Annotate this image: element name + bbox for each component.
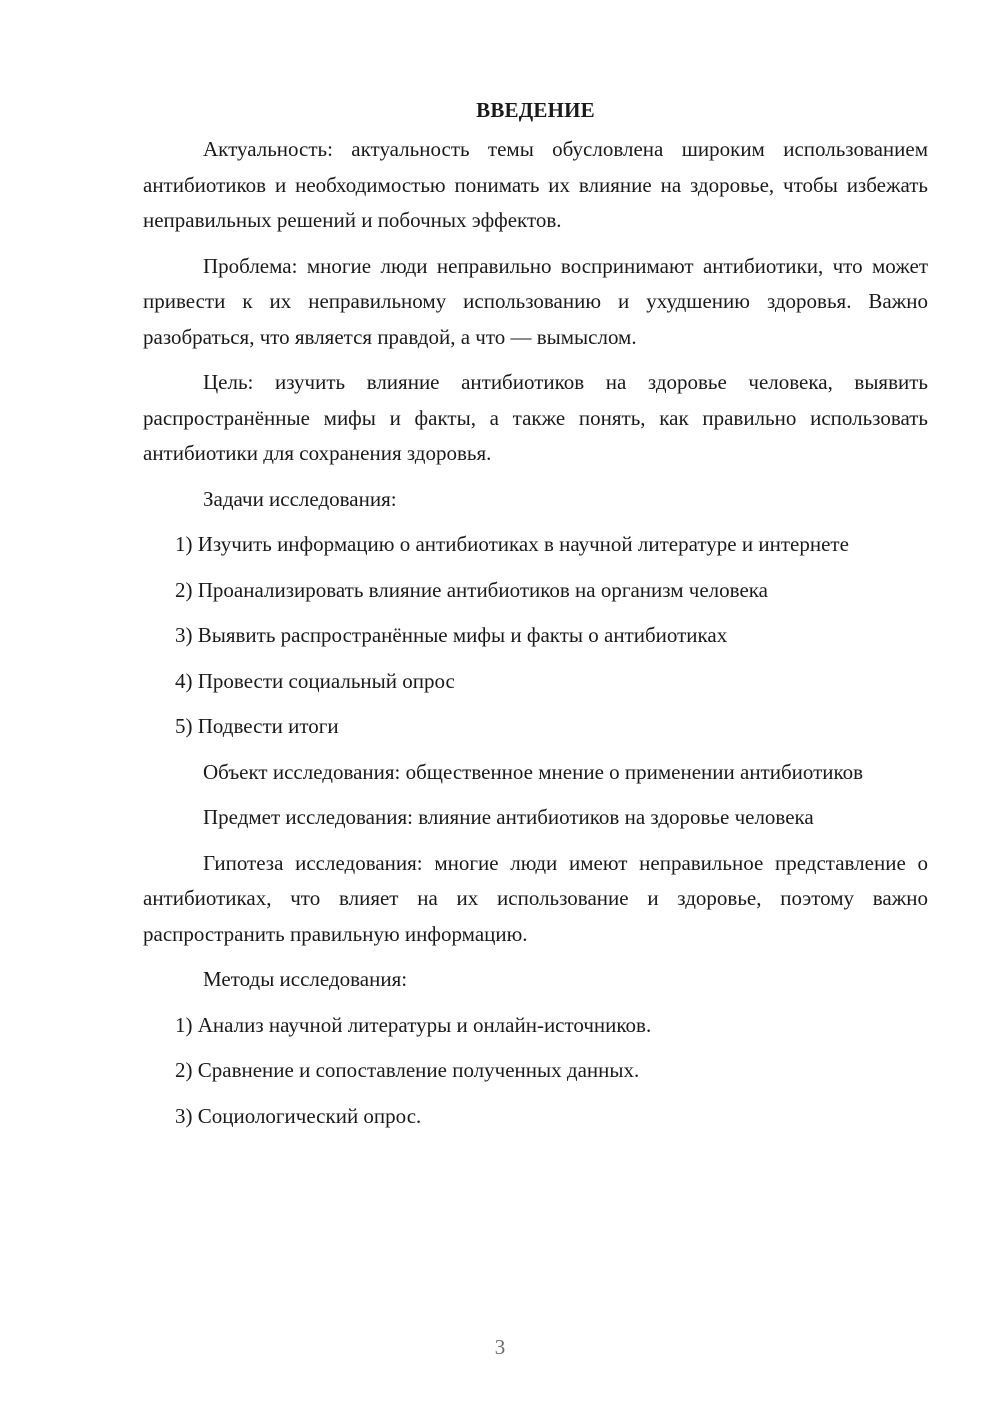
list-item: 2) Проанализировать влияние антибиотиков на организм человека — [175, 577, 768, 602]
list-item: 3) Социологический опрос. — [175, 1103, 422, 1128]
list-item: 1) Изучить информацию о антибиотиках в научной литературе и интернете — [175, 532, 849, 556]
page-title: ВВЕДЕНИЕ — [476, 98, 595, 122]
list-item: 3) Выявить распространённые мифы и факты о антибиотиках — [175, 623, 728, 647]
document-page — [143, 90, 928, 1144]
list-item: 5) Подвести итоги — [175, 714, 339, 738]
list-item: 1) Анализ научной литературы и онлайн-источников. — [175, 1012, 652, 1037]
page-number: 3 — [494, 1335, 506, 1359]
methods-heading: Методы исследования: — [203, 967, 408, 991]
tasks-list — [143, 527, 928, 745]
hypothesis-paragraph: Гипотеза исследования: многие люди имеют неправильное представление о антибиотиках, что влияет на их использование и здоровье, поэтому важно распространить правильную информацию. — [143, 850, 928, 946]
relevance-paragraph: Актуальность: актуальность темы обусловлена широким использованием антибиотиков и необходимостью понимать их влияние на здоровье, чтобы избежать неправильных решений и побочных эффектов. — [143, 137, 928, 232]
object-paragraph: Объект исследования: общественное мнение о применении антибиотиков — [203, 759, 864, 784]
subject-paragraph: Предмет исследования: влияние антибиотиков на здоровье человека — [203, 805, 814, 829]
goal-paragraph: Цель: изучить влияние антибиотиков на здоровье человека, выявить распространённые мифы и факты, а также понять, как правильно использовать антибиотики для сохранения здоровья. — [143, 370, 928, 465]
problem-paragraph: Проблема: многие люди неправильно воспринимают антибиотики, что может привести к их неправильному использованию и ухудшению здоровья. Важно разобраться, что является правдой, а что — вымыслом. — [143, 253, 928, 349]
methods-list — [143, 1008, 928, 1135]
list-item: 2) Сравнение и сопоставление полученных данных. — [175, 1058, 640, 1082]
tasks-heading: Задачи исследования: — [203, 486, 397, 511]
list-item: 4) Провести социальный опрос — [175, 668, 455, 693]
